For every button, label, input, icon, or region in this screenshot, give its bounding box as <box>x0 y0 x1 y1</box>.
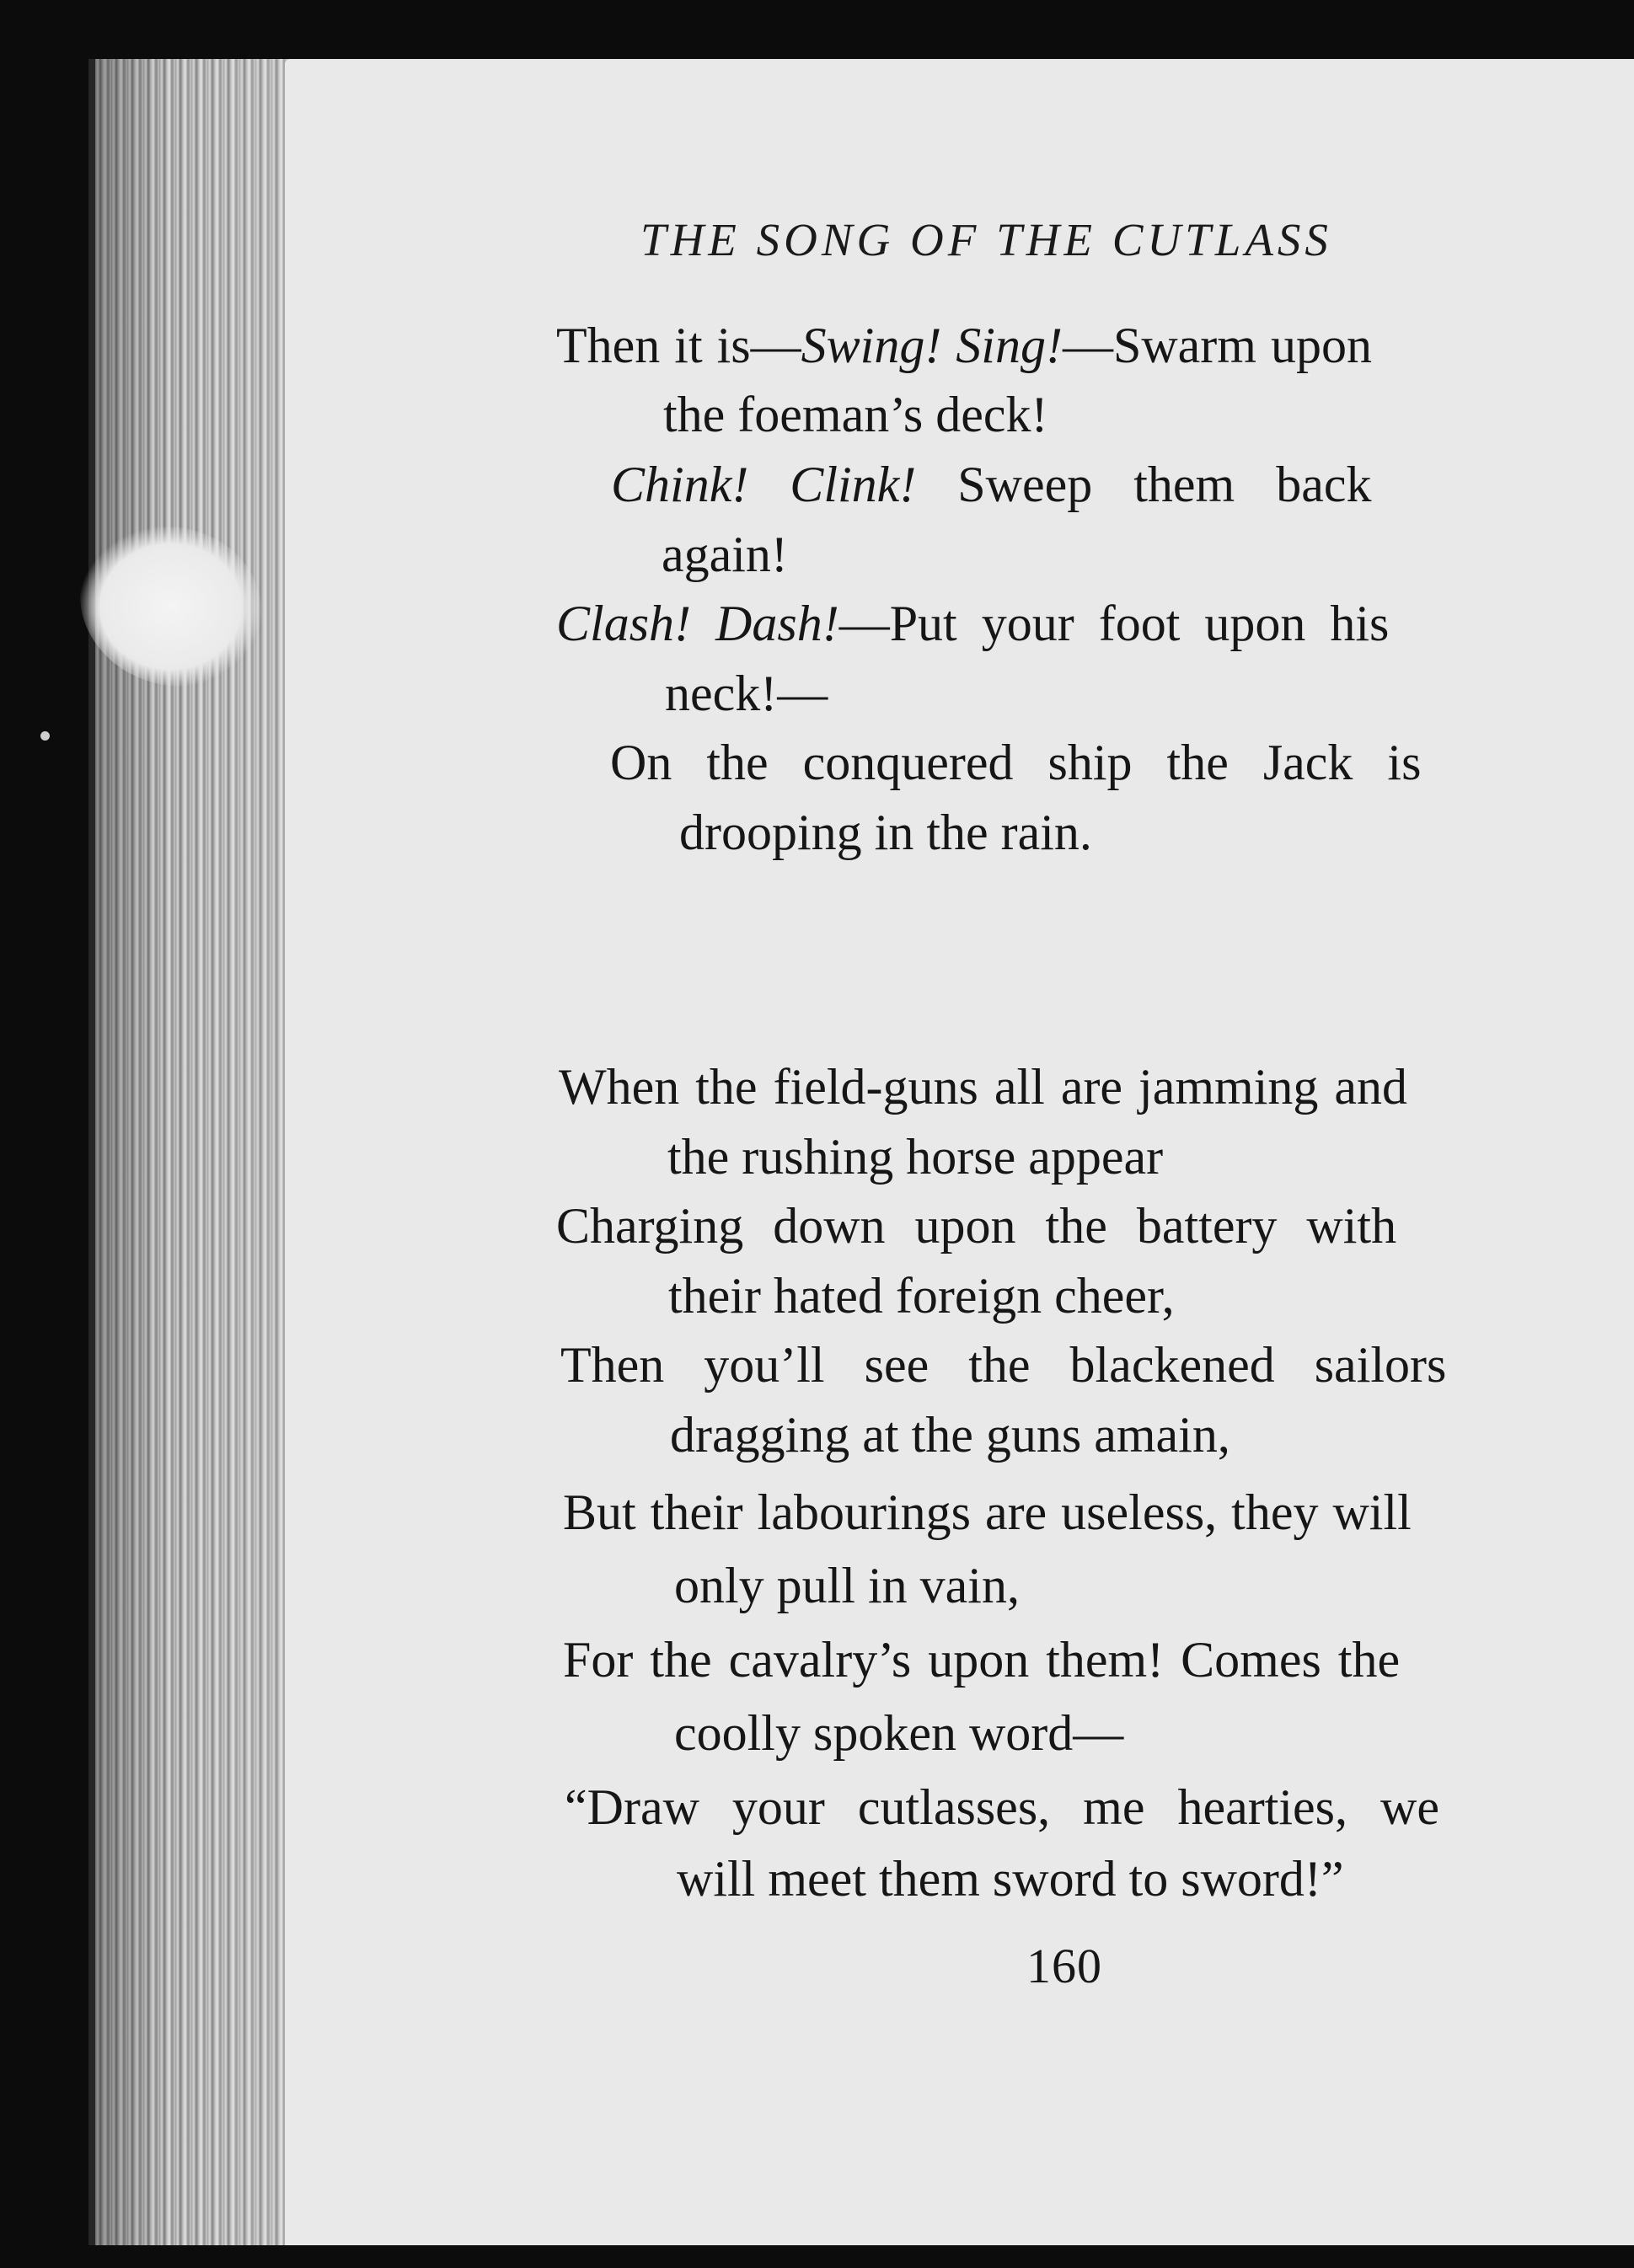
verse-text: For the cavalry’s upon them! Comes the <box>563 1632 1401 1688</box>
verse-text: When the field-guns all are jamming and <box>559 1059 1407 1115</box>
verse-line <box>559 1059 1407 1115</box>
verse-text: Charging down upon the battery with <box>556 1198 1397 1254</box>
verse-text: dragging at the guns amain, <box>670 1407 1230 1463</box>
spine-shadow <box>88 59 287 2245</box>
verse-line <box>556 598 1389 649</box>
verse-line <box>679 807 1092 858</box>
verse-line <box>565 1779 1439 1835</box>
verse-line <box>662 529 788 580</box>
verse-italic: Chink! Clink! <box>611 457 917 512</box>
verse-text: Then it is— <box>556 318 801 373</box>
verse-text: coolly spoken word— <box>674 1705 1124 1761</box>
verse-line <box>667 1129 1164 1185</box>
verse-text: “Draw your cutlasses, me hearties, we <box>565 1779 1439 1835</box>
running-head: THE SONG OF THE CUTLASS <box>640 214 1332 265</box>
verse-line <box>674 1560 1020 1611</box>
verse-line <box>556 320 1372 371</box>
verse-line <box>560 1337 1447 1393</box>
verse-line <box>670 1407 1230 1463</box>
verse-line <box>663 389 1047 440</box>
verse-italic: Swing! Sing! <box>801 318 1063 373</box>
verse-text: On the conquered ship the Jack is <box>610 735 1422 790</box>
verse-text: Sweep them back <box>916 457 1372 512</box>
verse-line <box>610 737 1421 788</box>
verse-text: only pull in vain, <box>674 1558 1020 1613</box>
verse-text: the rushing horse appear <box>667 1129 1164 1185</box>
verse-text: their hated foreign cheer, <box>668 1268 1175 1324</box>
verse-text: But their labourings are useless, they will <box>563 1484 1412 1540</box>
verse-text: drooping in the rain. <box>679 805 1092 860</box>
verse-line <box>668 1268 1175 1324</box>
verse-text: again! <box>662 527 788 582</box>
verse-line <box>674 1705 1124 1761</box>
verse-text: neck!— <box>665 666 828 721</box>
verse-line <box>611 459 1371 510</box>
verse-text: the foeman’s deck! <box>663 387 1048 442</box>
verse-line <box>563 1632 1401 1688</box>
verse-line <box>665 668 828 719</box>
verse-text: Then you’ll see the blackened sailors <box>560 1337 1447 1393</box>
verse-italic: Clash! Dash! <box>556 596 839 651</box>
verse-line <box>556 1198 1397 1254</box>
page-number: 160 <box>1026 1939 1102 1993</box>
verse-text: —Put your foot upon his <box>838 596 1390 651</box>
verse-text: will meet them sword to sword!” <box>677 1851 1344 1907</box>
verse-line <box>563 1484 1412 1540</box>
verse-text: —Swarm upon <box>1062 318 1372 373</box>
ink-speck <box>40 731 50 741</box>
verse-line <box>677 1851 1344 1907</box>
